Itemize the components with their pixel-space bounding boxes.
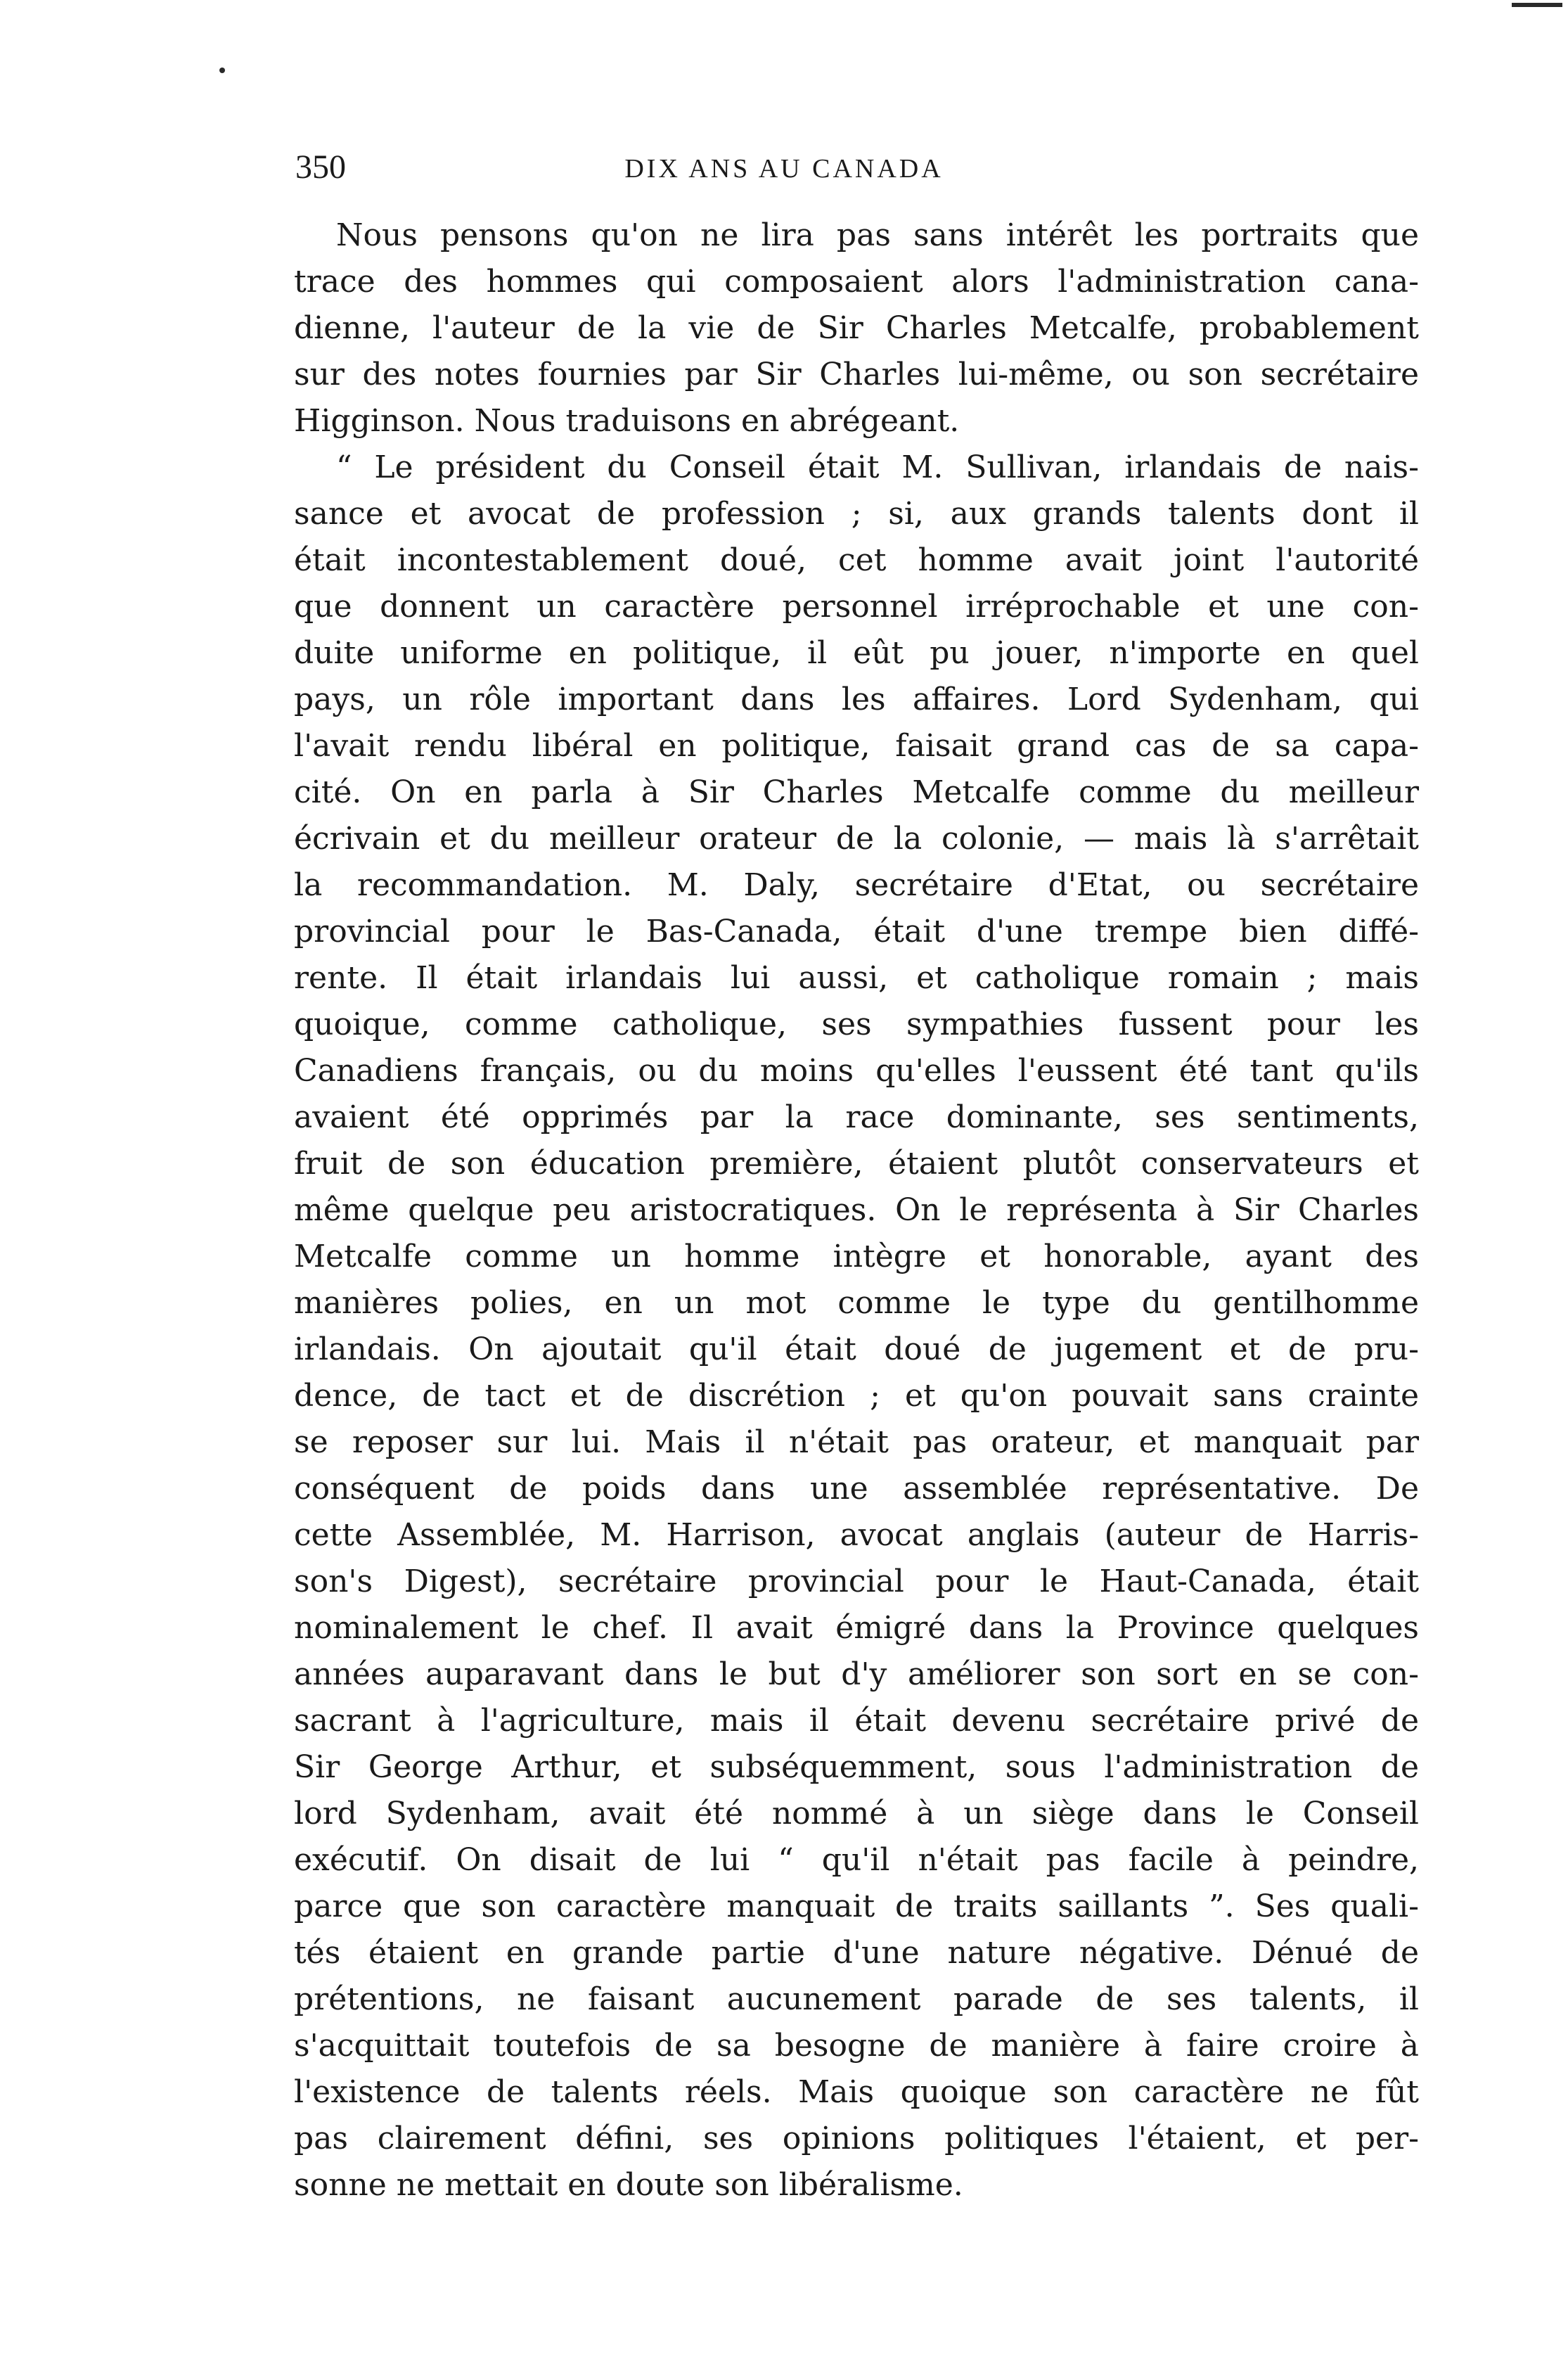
scan-mark-top-right bbox=[1512, 3, 1562, 7]
text-line: que donnent un caractère personnel irréprochable et une con- bbox=[294, 589, 1419, 625]
text-line: trace des hommes qui composaient alors l'administration cana- bbox=[294, 264, 1419, 300]
text-line: dienne, l'auteur de la vie de Sir Charles Metcalfe, probablement bbox=[294, 310, 1419, 346]
text-line: l'existence de talents réels. Mais quoique son caractère ne fût bbox=[294, 2074, 1419, 2110]
text-line: cette Assemblée, M. Harrison, avocat anglais (auteur de Harris- bbox=[294, 1517, 1419, 1553]
text-line: lord Sydenham, avait été nommé à un siège dans le Conseil bbox=[294, 1796, 1419, 1832]
text-line: nominalement le chef. Il avait émigré dans la Province quelques bbox=[294, 1610, 1419, 1646]
text-line: Nous pensons qu'on ne lira pas sans intérêt les portraits que bbox=[336, 217, 1419, 253]
text-line: dence, de tact et de discrétion ; et qu'on pouvait sans crainte bbox=[294, 1378, 1419, 1414]
text-line: Higginson. Nous traduisons en abrégeant. bbox=[294, 403, 960, 439]
text-line: sonne ne mettait en doute son libéralisme. bbox=[294, 2167, 963, 2203]
text-line: parce que son caractère manquait de traits saillants ”. Ses quali- bbox=[294, 1888, 1419, 1924]
page-number: 350 bbox=[295, 148, 346, 186]
text-line: la recommandation. M. Daly, secrétaire d'Etat, ou secrétaire bbox=[294, 867, 1419, 903]
text-line: pas clairement défini, ses opinions politiques l'étaient, et per- bbox=[294, 2121, 1419, 2156]
text-line: prétentions, ne faisant aucunement parade de ses talents, il bbox=[294, 1981, 1419, 2017]
text-line: conséquent de poids dans une assemblée représentative. De bbox=[294, 1471, 1419, 1507]
text-line: duite uniforme en politique, il eût pu jouer, n'importe en quel bbox=[294, 635, 1419, 671]
text-line: écrivain et du meilleur orateur de la colonie, — mais là s'arrêtait bbox=[294, 821, 1419, 857]
running-head: DIX ANS AU CANADA bbox=[624, 154, 944, 184]
body-text bbox=[294, 212, 1419, 2208]
text-line: années auparavant dans le but d'y améliorer son sort en se con- bbox=[294, 1656, 1419, 1692]
text-line: s'acquittait toutefois de sa besogne de manière à faire croire à bbox=[294, 2028, 1419, 2064]
text-line: rente. Il était irlandais lui aussi, et catholique romain ; mais bbox=[294, 960, 1419, 996]
text-line: tés étaient en grande partie d'une nature négative. Dénué de bbox=[294, 1935, 1419, 1971]
text-line: cité. On en parla à Sir Charles Metcalfe comme du meilleur bbox=[294, 774, 1419, 810]
text-line: même quelque peu aristocratiques. On le représenta à Sir Charles bbox=[294, 1192, 1419, 1228]
text-line: était incontestablement doué, cet homme avait joint l'autorité bbox=[294, 542, 1419, 578]
text-line: sacrant à l'agriculture, mais il était devenu secrétaire privé de bbox=[294, 1703, 1419, 1739]
text-line: sance et avocat de profession ; si, aux grands talents dont il bbox=[294, 496, 1419, 532]
text-line: “ Le président du Conseil était M. Sullivan, irlandais de nais- bbox=[336, 449, 1419, 485]
text-line: provincial pour le Bas-Canada, était d'une trempe bien diffé- bbox=[294, 914, 1419, 950]
scan-speck bbox=[219, 68, 225, 73]
text-line: sur des notes fournies par Sir Charles lui-même, ou son secrétaire bbox=[294, 357, 1419, 392]
text-line: irlandais. On ajoutait qu'il était doué de jugement et de pru- bbox=[294, 1331, 1419, 1367]
text-line: exécutif. On disait de lui “ qu'il n'était pas facile à peindre, bbox=[294, 1842, 1419, 1878]
text-line: manières polies, en un mot comme le type du gentilhomme bbox=[294, 1285, 1419, 1321]
text-line: son's Digest), secrétaire provincial pour le Haut-Canada, était bbox=[294, 1564, 1419, 1599]
text-line: fruit de son éducation première, étaient plutôt conservateurs et bbox=[294, 1146, 1419, 1182]
text-line: Canadiens français, ou du moins qu'elles l'eussent été tant qu'ils bbox=[294, 1053, 1419, 1089]
text-line: quoique, comme catholique, ses sympathies fussent pour les bbox=[294, 1006, 1419, 1042]
text-line: Sir George Arthur, et subséquemment, sous l'administration de bbox=[294, 1749, 1419, 1785]
text-line: Metcalfe comme un homme intègre et honorable, ayant des bbox=[294, 1239, 1419, 1274]
text-line: avaient été opprimés par la race dominante, ses sentiments, bbox=[294, 1099, 1419, 1135]
text-line: l'avait rendu libéral en politique, faisait grand cas de sa capa- bbox=[294, 728, 1419, 764]
text-line: pays, un rôle important dans les affaires. Lord Sydenham, qui bbox=[294, 682, 1419, 717]
text-line: se reposer sur lui. Mais il n'était pas orateur, et manquait par bbox=[294, 1424, 1419, 1460]
